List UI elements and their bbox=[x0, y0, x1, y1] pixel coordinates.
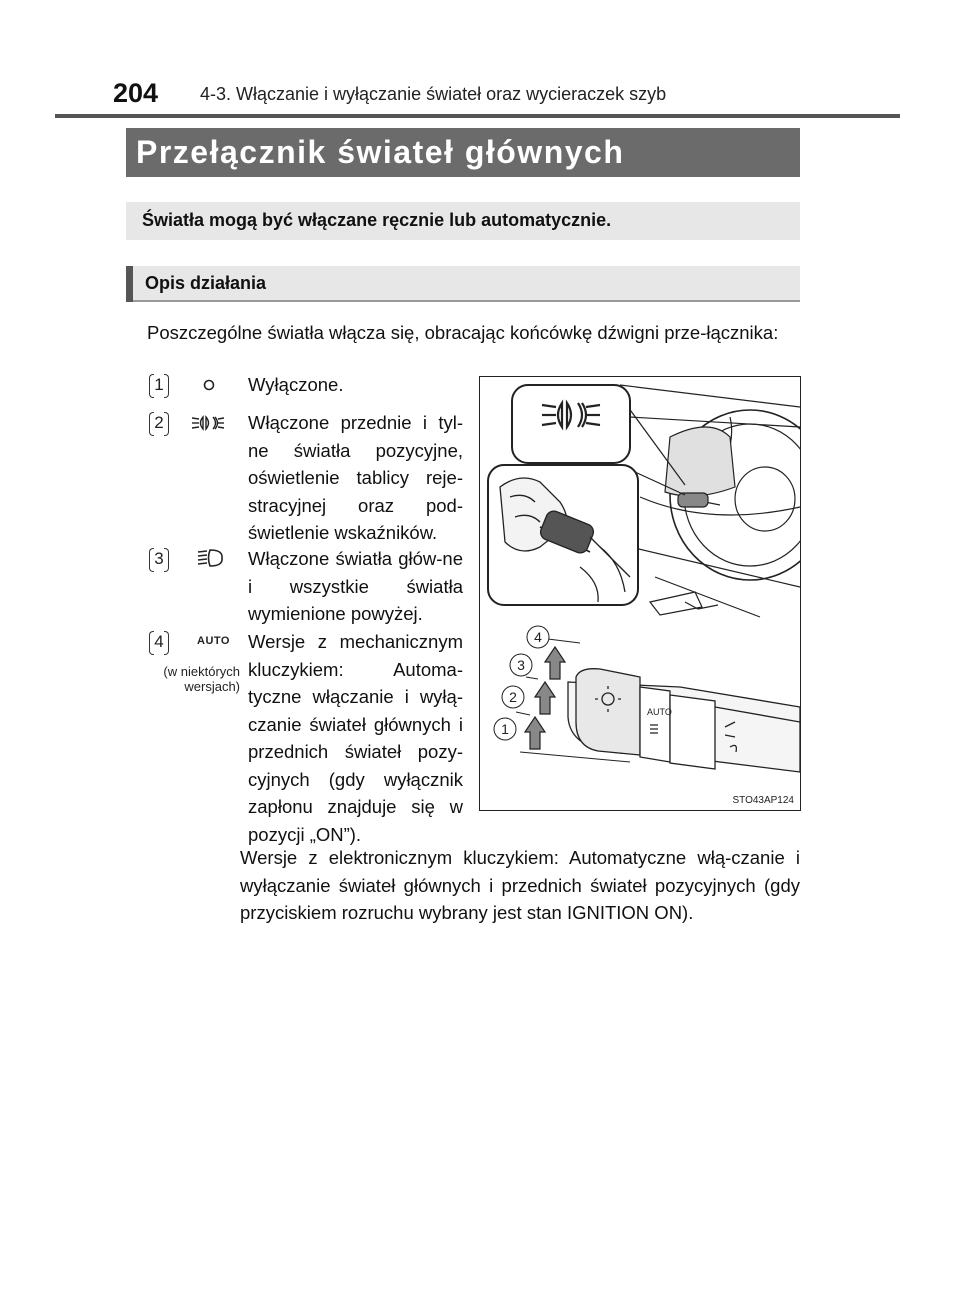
page-title: Przełącznik świateł głównych bbox=[136, 134, 625, 170]
switch-auto-label: AUTO bbox=[647, 707, 672, 717]
section-heading-bar bbox=[126, 266, 800, 302]
light-switch-illustration bbox=[480, 377, 801, 811]
illustration bbox=[479, 376, 801, 811]
auto-icon: AUTO bbox=[197, 635, 230, 647]
page-number: 204 bbox=[113, 78, 159, 108]
chapter-title: 4-3. Włączanie i wyłączanie świateł oraz wycieraczek szyb bbox=[200, 84, 667, 104]
callout-3: 3 bbox=[517, 657, 525, 673]
item-text-3: Włączone światła głów-ne i wszystkie światła wymienione powyżej. bbox=[248, 548, 463, 624]
intro-text: Światła mogą być włączane ręcznie lub automatycznie. bbox=[142, 210, 612, 230]
figure-code: STO43AP124 bbox=[732, 795, 794, 806]
off-circle-icon bbox=[202, 378, 216, 392]
item-number-4: 4 bbox=[149, 631, 169, 653]
callout-1: 1 bbox=[501, 721, 509, 737]
section-paragraph: Poszczególne światła włącza się, obracając końcówkę dźwigni prze-łącznika: bbox=[147, 322, 779, 343]
headlight-icon bbox=[196, 547, 224, 569]
section-heading: Opis działania bbox=[145, 273, 267, 293]
item-text-4: Wersje z mechanicznym kluczykiem: Automa-tyczne włączanie i wyłą-czanie świateł głównych i przednich świateł pozy-cyjnych (gdy wyłącznik zapłonu znajduje się w pozycji „ON”). bbox=[248, 631, 463, 845]
item-text-1: Wyłączone. bbox=[248, 374, 344, 395]
item-number-3: 3 bbox=[149, 548, 169, 570]
item-number-1: 1 bbox=[149, 374, 169, 396]
intro-bar bbox=[126, 202, 800, 240]
item-number-2: 2 bbox=[149, 412, 169, 434]
header-rule bbox=[55, 114, 900, 118]
item-note-4: (w niektórych wersjach) bbox=[163, 664, 240, 694]
title-bar bbox=[126, 128, 800, 177]
item-text-4-continued: Wersje z elektronicznym kluczykiem: Automatyczne włą-czanie i wyłączanie świateł głównych i przednich świateł pozycyjnych (gdy przyciskiem rozruchu wybrany jest stan IGNITION ON). bbox=[240, 847, 800, 923]
item-text-2: Włączone przednie i tyl-ne światła pozycyjne, oświetlenie tablicy reje-stracyjnej oraz pod-świetlenie wskaźników. bbox=[248, 412, 463, 543]
callout-4: 4 bbox=[534, 629, 542, 645]
callout-2: 2 bbox=[509, 689, 517, 705]
position-lights-icon bbox=[190, 413, 226, 433]
